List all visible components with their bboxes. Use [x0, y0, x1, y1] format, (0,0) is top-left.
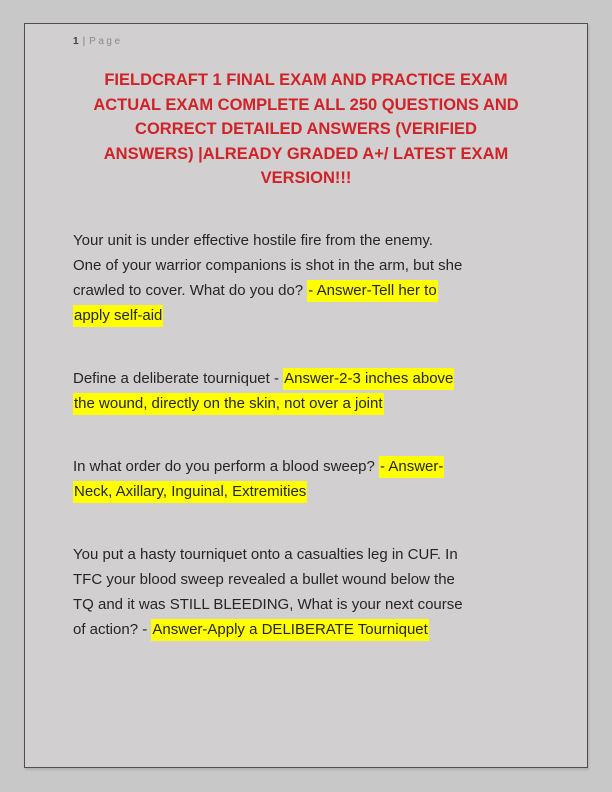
- text-line: [73, 391, 543, 416]
- question-text: You put a hasty tourniquet onto a casualties leg in CUF. In: [73, 546, 458, 563]
- highlighted-answer: - Answer-Tell her to: [307, 280, 437, 302]
- text-line: [73, 253, 543, 278]
- text-line: [73, 479, 543, 504]
- document-title-line: ACTUAL EXAM COMPLETE ALL 250 QUESTIONS AND: [93, 95, 519, 114]
- document-title-line: ANSWERS) |ALREADY GRADED A+/ LATEST EXAM: [103, 144, 509, 163]
- highlighted-answer: Neck, Axillary, Inguinal, Extremities: [73, 481, 307, 503]
- page-number-header: [73, 35, 123, 48]
- question-text: TQ and it was STILL BLEEDING, What is your next course: [73, 596, 463, 613]
- document-title-line: FIELDCRAFT 1 FINAL EXAM AND PRACTICE EXAM: [104, 71, 508, 89]
- highlighted-answer: Answer-2-3 inches above: [283, 368, 454, 390]
- qa-paragraph: [73, 454, 543, 504]
- text-line: [73, 617, 543, 642]
- highlighted-answer: the wound, directly on the skin, not over a joint: [73, 393, 384, 415]
- text-line: [73, 542, 543, 567]
- document-page: [24, 23, 588, 768]
- text-line: [73, 278, 543, 303]
- qa-paragraph: [73, 228, 543, 328]
- page-label: Page: [89, 36, 123, 47]
- document-title-line: CORRECT DETAILED ANSWERS (VERIFIED: [135, 120, 477, 138]
- question-text: crawled to cover. What do you do?: [73, 282, 308, 299]
- text-line: [73, 592, 543, 617]
- text-line: [73, 567, 543, 592]
- question-text: TFC your blood sweep revealed a bullet wound below the: [73, 571, 455, 588]
- page-number: 1: [73, 36, 79, 47]
- text-line: [73, 303, 543, 328]
- question-text: In what order do you perform a blood sweep?: [73, 458, 380, 475]
- question-text: One of your warrior companions is shot in the arm, but she: [73, 257, 463, 274]
- page-number-separator: |: [82, 36, 86, 47]
- highlighted-answer: - Answer-: [379, 456, 444, 478]
- question-text: Define a deliberate tourniquet -: [73, 370, 284, 387]
- question-text: of action? -: [73, 621, 152, 638]
- question-text: Your unit is under effective hostile fire from the enemy.: [73, 232, 433, 249]
- text-line: [73, 366, 543, 391]
- text-line: [73, 228, 543, 253]
- qa-paragraph: [73, 366, 543, 416]
- highlighted-answer: apply self-aid: [73, 305, 163, 327]
- document-title-line: VERSION!!!: [260, 169, 352, 187]
- document-title: [72, 68, 540, 191]
- qa-paragraph: [73, 542, 543, 642]
- text-line: [73, 454, 543, 479]
- highlighted-answer: Answer-Apply a DELIBERATE Tourniquet: [151, 619, 428, 641]
- qa-body: [73, 228, 543, 680]
